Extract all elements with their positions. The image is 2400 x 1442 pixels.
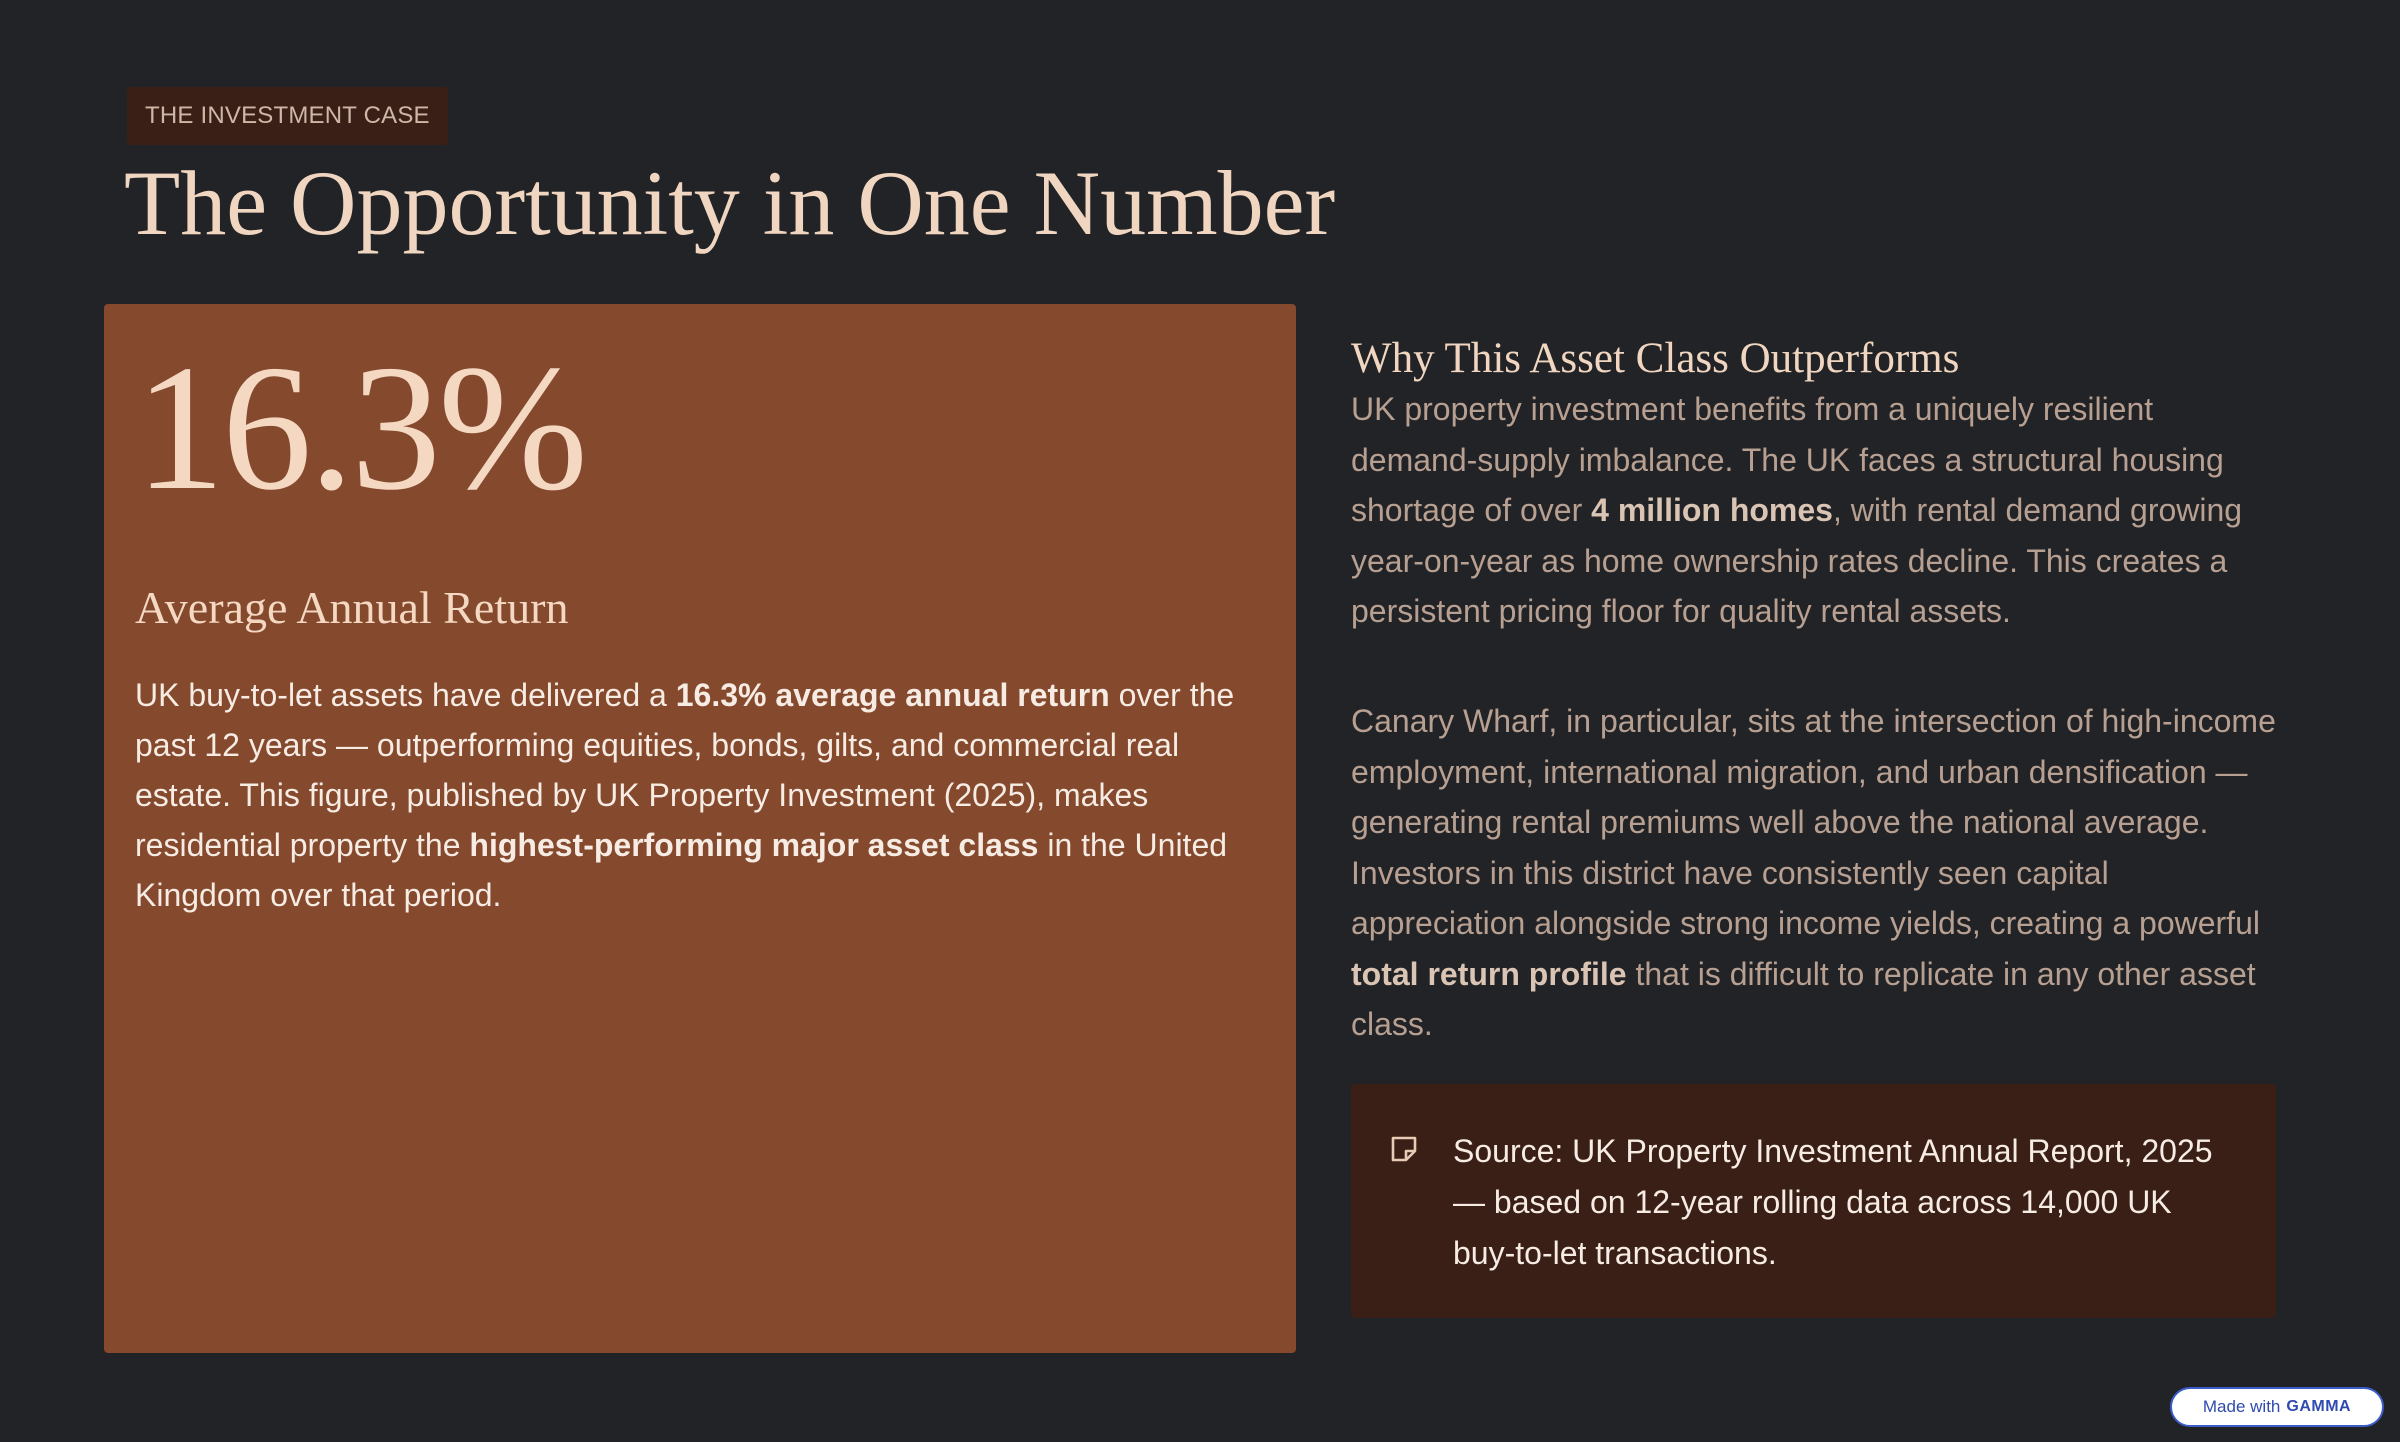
paragraph-emphasis: total return profile <box>1351 955 1627 992</box>
paragraph-run: that is difficult to replicate in any other asset class. <box>1351 955 2256 1042</box>
badge-prefix: Made with <box>2202 1397 2281 1416</box>
stat-card <box>104 304 1296 1353</box>
stat-value: 16.3% <box>135 328 585 527</box>
stat-description-emphasis: highest-performing major asset class <box>469 827 1039 863</box>
explainer-heading: Why This Asset Class Outperforms <box>1351 335 1960 382</box>
stat-label: Average Annual Return <box>135 582 569 633</box>
stat-description-run: over the past 12 years — outperforming equities, bonds, gilts, and commercial real estate. This figure, published by UK Property Investment (2025), makes residential property the <box>135 677 1235 863</box>
source-text: Source: UK Property Investment Annual Report, 2025 — based on 12-year rolling data across 14,000 UK buy-to-let transactions. <box>1453 1133 2213 1271</box>
paragraph-run: Canary Wharf, in particular, sits at the intersection of high-income employment, international migration, and urban densification — generating rental premiums well above the national average. Investors in this district have consistently seen capital appreciation alongside strong income yields, creating a powerful <box>1351 703 2276 941</box>
explainer-paragraph-1 <box>1351 384 2276 637</box>
page-title: The Opportunity in One Number <box>124 152 1336 254</box>
source-callout <box>1351 1084 2276 1318</box>
stat-description-run: in the United Kingdom over that period. <box>135 827 1228 913</box>
section-tag: THE INVESTMENT CASE <box>127 87 448 145</box>
gamma-logo: GAMMA <box>2286 1398 2352 1415</box>
paragraph-run: UK property investment benefits from a uniquely resilient demand-supply imbalance. The UK faces a structural housing shortage of over <box>1351 391 2224 528</box>
made-with-gamma-badge[interactable] <box>2170 1387 2384 1427</box>
note-icon <box>1389 1134 1419 1164</box>
stat-description <box>135 670 1265 920</box>
explainer-paragraph-2 <box>1351 696 2276 1050</box>
stat-description-emphasis: 16.3% average annual return <box>675 677 1110 713</box>
stat-description-run: UK buy-to-let assets have delivered a <box>135 677 676 713</box>
paragraph-emphasis: 4 million homes <box>1591 492 1833 528</box>
paragraph-run: , with rental demand growing year-on-year as home ownership rates decline. This creates a persistent pricing floor for quality rental assets. <box>1351 492 2243 629</box>
explainer-section <box>1351 328 2276 1042</box>
